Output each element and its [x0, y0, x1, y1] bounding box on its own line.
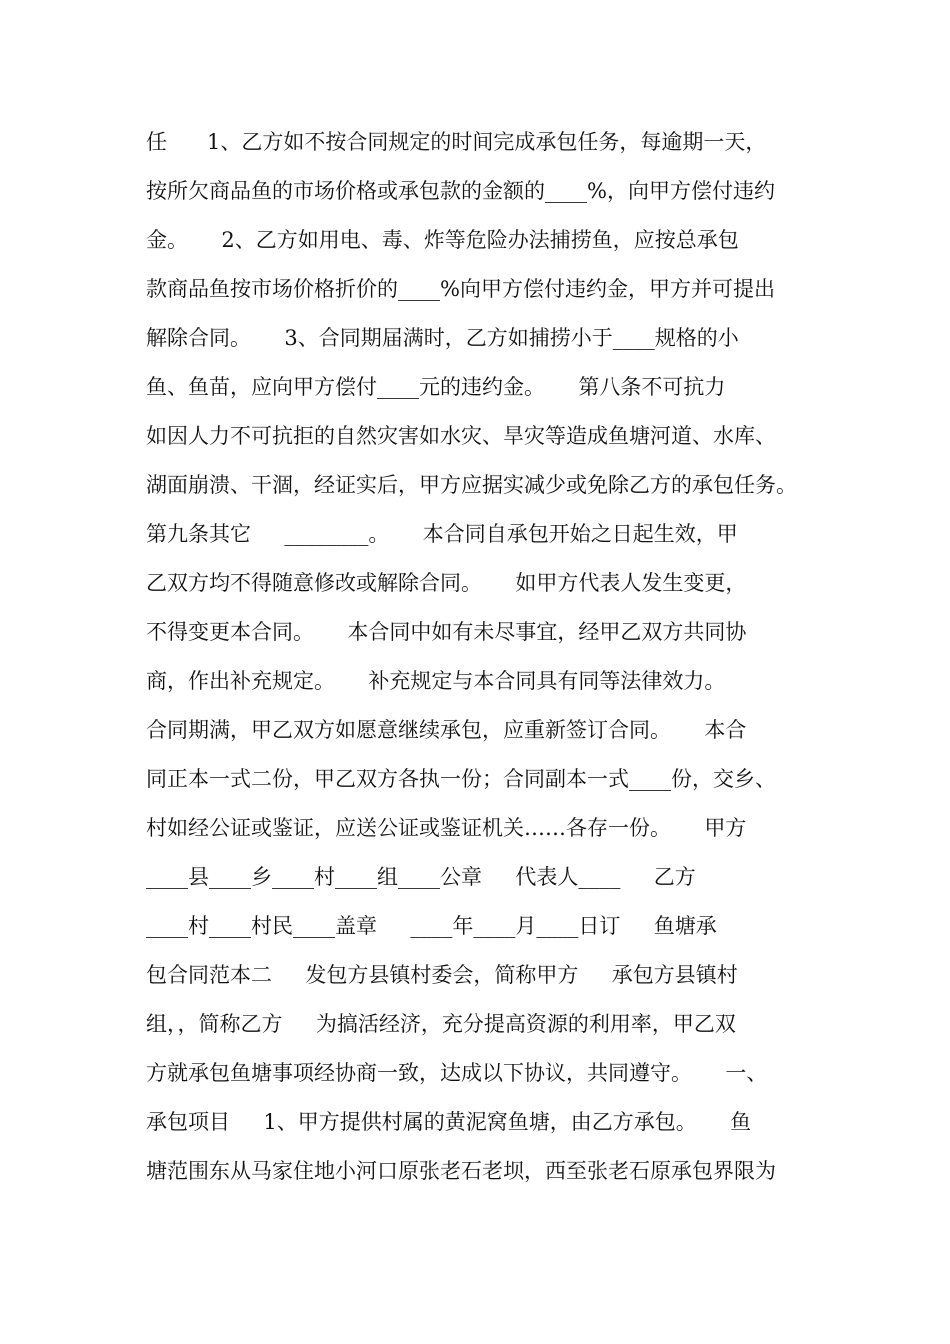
text-line: 第九条其它 ________。 本合同自承包开始之日起生效，甲: [146, 522, 738, 546]
text-line: 金。 2、乙方如用电、毒、炸等危险办法捕捞鱼，应按总承包: [146, 228, 739, 252]
text-line: 方就承包鱼塘事项经协商一致，达成以下协议，共同遵守。 一、: [146, 1061, 768, 1085]
text-line: 合同期满，甲乙双方如愿意继续承包，应重新签订合同。 本合: [146, 718, 747, 742]
text-line: 按所欠商品鱼的市场价格或承包款的金额的____%，向甲方偿付违约: [146, 179, 775, 203]
contract-body-text: [146, 122, 806, 1200]
text-line: 湖面崩溃、干涸，经证实后，甲方应据实减少或免除乙方的承包任务。: [146, 473, 797, 497]
text-line: 组，，简称乙方 为搞活经济，充分提高资源的利用率，甲乙双: [146, 1012, 736, 1036]
text-line: 解除合同。 3、合同期届满时，乙方如捕捞小于____规格的小: [146, 326, 739, 350]
text-line: 如因人力不可抗拒的自然灾害如水灾、旱灾等造成鱼塘河道、水库、: [146, 424, 776, 448]
text-line: ____县____乡____村____组____公章 代表人____ 乙方: [146, 865, 696, 889]
text-line: 承包项目 1、甲方提供村属的黄泥窝鱼塘，由乙方承包。 鱼: [146, 1110, 752, 1134]
text-line: 包合同范本二 发包方县镇村委会，简称甲方 承包方县镇村: [146, 963, 738, 987]
text-line: 塘范围东从马家住地小河口原张老石老坝，西至张老石原承包界限为: [146, 1159, 776, 1183]
text-line: 款商品鱼按市场价格折价的____%向甲方偿付违约金，甲方并可提出: [146, 277, 775, 301]
text-line: 乙双方均不得随意修改或解除合同。 如甲方代表人发生变更，: [146, 571, 747, 595]
text-line: 不得变更本合同。 本合同中如有未尽事宜，经甲乙双方共同协: [146, 620, 747, 644]
text-line: 同正本一式二份，甲乙双方各执一份；合同副本一式____份，交乡、: [146, 767, 776, 791]
text-line: 商，作出补充规定。 补充规定与本合同具有同等法律效力。: [146, 669, 726, 693]
text-line: 鱼、鱼苗，应向甲方偿付____元的违约金。 第八条不可抗力: [146, 375, 726, 399]
text-line: ____村____村民____盖章 ____年____月____日订 鱼塘承: [146, 914, 717, 938]
text-line: 任 1、乙方如不按合同规定的时间完成承包任务，每逾期一天，: [146, 130, 767, 154]
text-line: 村如经公证或鉴证，应送公证或鉴证机关……各存一份。 甲方: [146, 816, 747, 840]
